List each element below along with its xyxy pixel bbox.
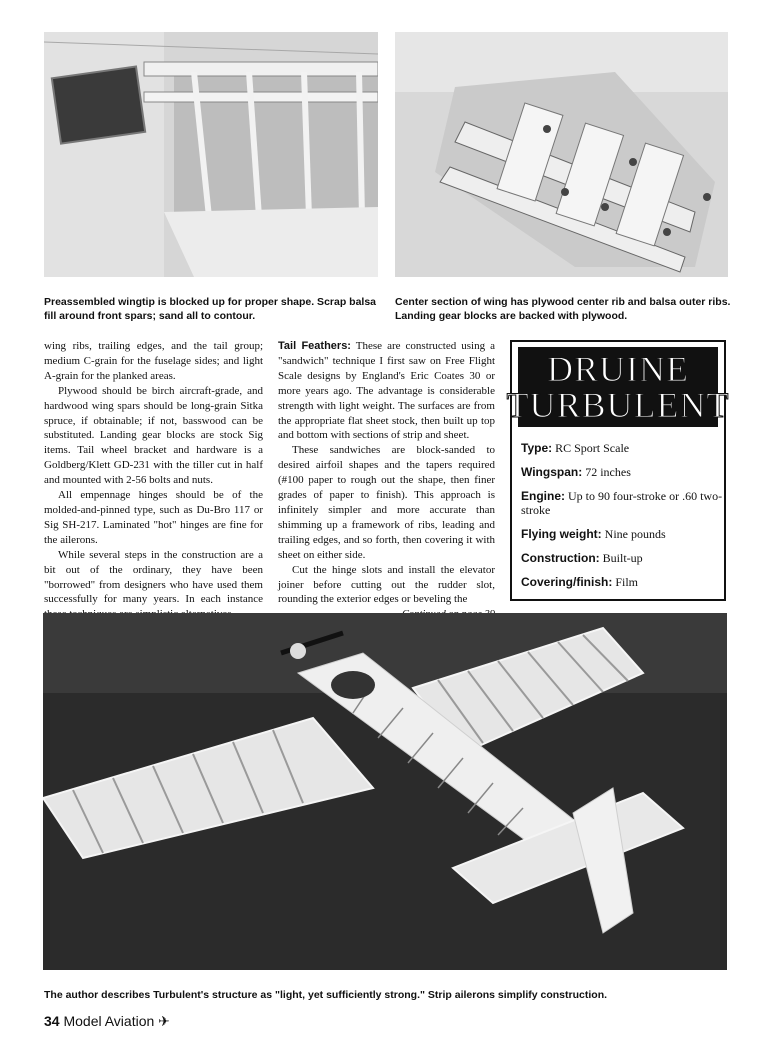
spec-item-covering: Covering/finish: Film [521, 575, 639, 589]
spec-item-engine: Engine: Up to 90 four-stroke or .60 two-stroke [521, 489, 723, 517]
paragraph: While several steps in the construction are a bit out of the ordinary, they have been "borrowed" from designers who have used them successfully for many years. In each instance [44, 548, 263, 606]
paragraph: Plywood should be birch aircraft-grade, and hardwood wing spars should be long-grain Sitka spruce, if obtainable; if not, basswood can be substituted. Landing gear blocks are stock Sig items. Tail wheel bracket and hardware is a Goldberg/Klett GD-231 with the tiller cut in half and mounted with 2-56 bolts and nuts. [44, 384, 263, 487]
airframe-photo [43, 613, 727, 970]
wingtip-photo [44, 32, 378, 277]
paragraph: All empennage hinges should be of the molded-and-pinned type, such as Du-Bro 117 or Sig SH-217. Laminated "hot" hinges are fine for the ailerons. [44, 489, 263, 546]
spec-list [512, 427, 724, 589]
paragraph: These are constructed using a "sandwich" technique I first saw on Free Flight Scale designs by England's Eric Coates 30 or more years ago. The advantage is considerable strength with light weight. The surfaces are from the appropriate flat sheet stock, then built up top and bottom with sections of strip and sheet. [278, 340, 495, 442]
caption-wingtip: Preassembled wingtip is blocked up for proper shape. Scrap balsa fill around front spars; sand all to contour. [44, 296, 377, 322]
spec-item-wingspan: Wingspan: 72 inches [521, 465, 631, 479]
center-section-photo [395, 32, 728, 277]
spec-box [506, 340, 730, 601]
section-heading: Tail Feathers: [278, 340, 351, 352]
spec-item-flying-weight: Flying weight: Nine pounds [521, 527, 666, 541]
magazine-name: Model Aviation [63, 1013, 155, 1029]
airplane-icon: ✈ [158, 1013, 170, 1029]
spec-title-line2: TURBULENT [506, 385, 730, 425]
spec-item-type: Type: RC Sport Scale [521, 441, 630, 455]
paragraph: Cut the hinge slots and install the elevator joiner before cutting out the rudder slot, rounding the exterior edges or beveling the [278, 563, 495, 606]
spec-title-banner [506, 347, 730, 427]
article-column-2 [278, 339, 495, 623]
article-column-1 [44, 339, 263, 622]
paragraph: These sandwiches are block-sanded to desired airfoil shapes and the tapers required (#100 paper to rough out the shape, then finer grades of paper to finish). This approach is infinitely simpler and more accurate than shimming up a framework of ribs, leading and trailing edges, and so forth, then covering it with sheet on either side. [278, 444, 495, 561]
page-number: 34 [44, 1013, 60, 1029]
spec-title-line1: DRUINE [547, 349, 689, 389]
page-footer [44, 1013, 170, 1030]
paragraph: wing ribs, trailing edges, and the tail group; medium C-grain for the fuselage sides; and light A-grain for the planked areas. [44, 340, 263, 382]
spec-item-construction: Construction: Built-up [521, 551, 643, 565]
caption-airframe: The author describes Turbulent's structure as "light, yet sufficiently strong." Strip ailerons simplify construction. [44, 989, 608, 1001]
caption-center-section: Center section of wing has plywood center rib and balsa outer ribs. Landing gear blocks are backed with plywood. [395, 296, 731, 322]
